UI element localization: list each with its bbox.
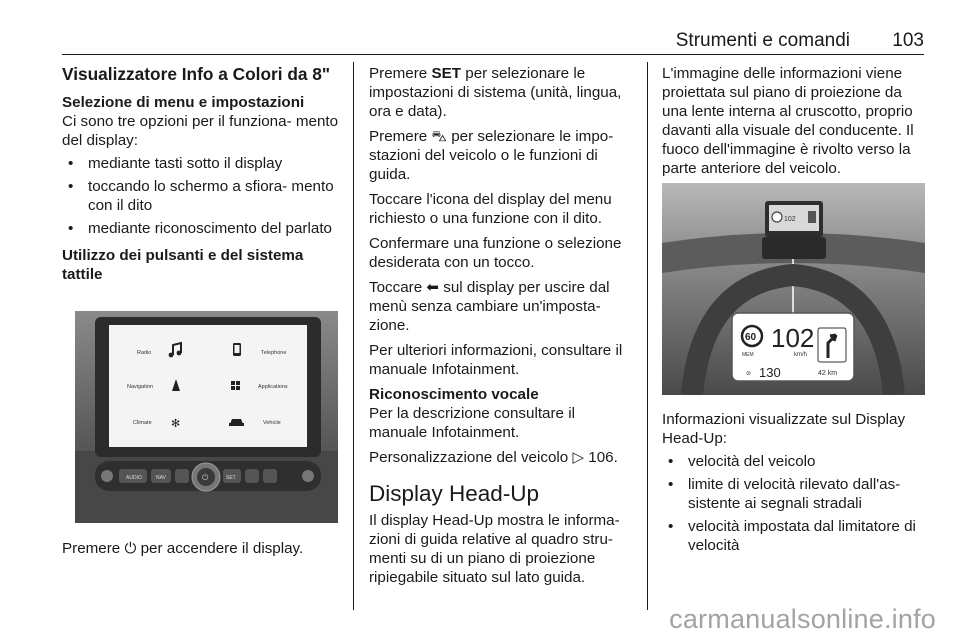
set-paragraph: Premere SET per selezionare le impostazioni di sistema (unità, lingua, ora e data). (369, 65, 622, 120)
column-divider (647, 62, 648, 610)
reference-triangle-icon: ▷ (572, 449, 585, 466)
column-2 (369, 64, 635, 593)
set-key: SET (431, 65, 462, 82)
hud-mem-label: MEM (742, 352, 754, 358)
section-heading: Visualizzatore Info a Colori da 8" (62, 64, 331, 84)
bullet-icon: • (668, 518, 674, 535)
svg-text:✻: ✻ (171, 417, 181, 430)
bullet-icon: • (68, 155, 74, 172)
car-settings-icon: ⛍ (431, 128, 447, 145)
column-1 (62, 64, 342, 284)
voice-paragraph: Per la descrizione consultare il manuale Infotainment. (369, 405, 575, 441)
list-item: • mediante riconoscimento del parlato (62, 219, 342, 238)
screen-label-climate: Climate (133, 420, 152, 426)
screen-label-telephone: Telephone (261, 350, 287, 356)
speed-limiter-icon: ⊘ (746, 370, 752, 377)
touch-icon-paragraph: Toccare l'icona del display del menu richiesto o una funzione con il dito. (369, 191, 612, 227)
watermark: carmanualsonline.info (669, 604, 936, 634)
bullet-icon: • (668, 476, 674, 493)
screen-label-navigation: Navigation (127, 384, 153, 390)
subheading-buttons: Utilizzo dei pulsanti e del sistema tattile (62, 247, 304, 283)
power-icon: ⏻ (124, 540, 137, 557)
chapter-title: Strumenti e comandi (675, 30, 850, 51)
page-reference-link[interactable]: 106. (588, 449, 618, 466)
hud-distance: 42 km (818, 370, 838, 377)
vehicle-settings-paragraph: Premere ⛍ per selezionare le impo- stazioni del veicolo o le funzioni di guida. (369, 128, 614, 183)
audio-button-label: AUDIO (126, 475, 142, 481)
hud-description-paragraph: Il display Head-Up mostra le informa- zioni di guida relative al quadro stru- menti su di un piano di proiezione ripiegabile situato sul lato guida. (369, 512, 620, 586)
page-number: 103 (892, 30, 924, 51)
list-item: • velocità del veicolo (662, 452, 927, 471)
column-3-lower (662, 410, 927, 563)
projection-paragraph: L'immagine delle informazioni viene proiettata sul piano di proiezione da una lente interna al cruscotto, proprio davanti alla visuale del conducente. Il fuoco dell'immagine è rivolto verso la parte anteriore del veicolo. (662, 65, 914, 177)
bullet-icon: • (68, 178, 74, 195)
head-up-display-figure (662, 183, 925, 395)
power-knob-icon: ⏻ (202, 473, 209, 482)
hud-speed-unit: km/h (794, 352, 808, 358)
list-item: • velocità impostata dal limitatore di velocità (662, 517, 927, 555)
phone-icon (233, 343, 241, 356)
screen-label-radio: Radio (137, 350, 152, 356)
infotainment-ref-paragraph: Per ulteriori informazioni, consultare il manuale Infotainment. (369, 342, 623, 378)
hud-info-intro: Informazioni visualizzate sul Display Head-Up: (662, 411, 906, 447)
subheading-menu: Selezione di menu e impostazioni (62, 94, 305, 111)
column-divider (353, 62, 354, 610)
hud-speed: 102 (771, 323, 815, 353)
subheading-voice: Riconoscimento vocale (369, 386, 539, 403)
screen-label-applications: Applications (258, 384, 288, 390)
back-arrow-icon: ⬅ (426, 279, 439, 296)
hud-info-list (662, 452, 927, 555)
bullet-icon: • (668, 453, 674, 470)
bullet-icon: • (68, 220, 74, 237)
options-list (62, 154, 342, 238)
figure-caption: Premere ⏻ per accendere il display. (62, 540, 304, 557)
screen-label-vehicle: Vehicle (263, 420, 281, 426)
set-button-label: SET (226, 475, 236, 481)
column-3 (662, 64, 927, 184)
hud-set-speed: 130 (759, 365, 781, 380)
intro-text: Ci sono tre opzioni per il funziona- mento del display: (62, 113, 339, 149)
nav-button-label: NAV (156, 475, 166, 481)
list-item: • limite di velocità rilevato dall'as- sistente ai segnali stradali (662, 475, 927, 513)
climate-icon (171, 417, 180, 430)
list-item: • toccando lo schermo a sfiora- mento con il dito (62, 177, 342, 215)
personalization-paragraph: Personalizzazione del veicolo ▷ 106. (369, 449, 618, 466)
infotainment-display-figure (75, 311, 338, 523)
heading-display-head-up: Display Head-Up (369, 481, 540, 506)
confirm-paragraph: Confermare una funzione o selezione desiderata con un tocco. (369, 235, 622, 271)
list-item: • mediante tasti sotto il display (62, 154, 342, 173)
hud-small-speed: 102 (784, 216, 796, 223)
back-paragraph: Toccare ⬅ sul display per uscire dal menù senza cambiare un'imposta- zione. (369, 279, 610, 334)
page-header (62, 30, 924, 55)
hud-speed-limit: 60 (745, 332, 757, 343)
